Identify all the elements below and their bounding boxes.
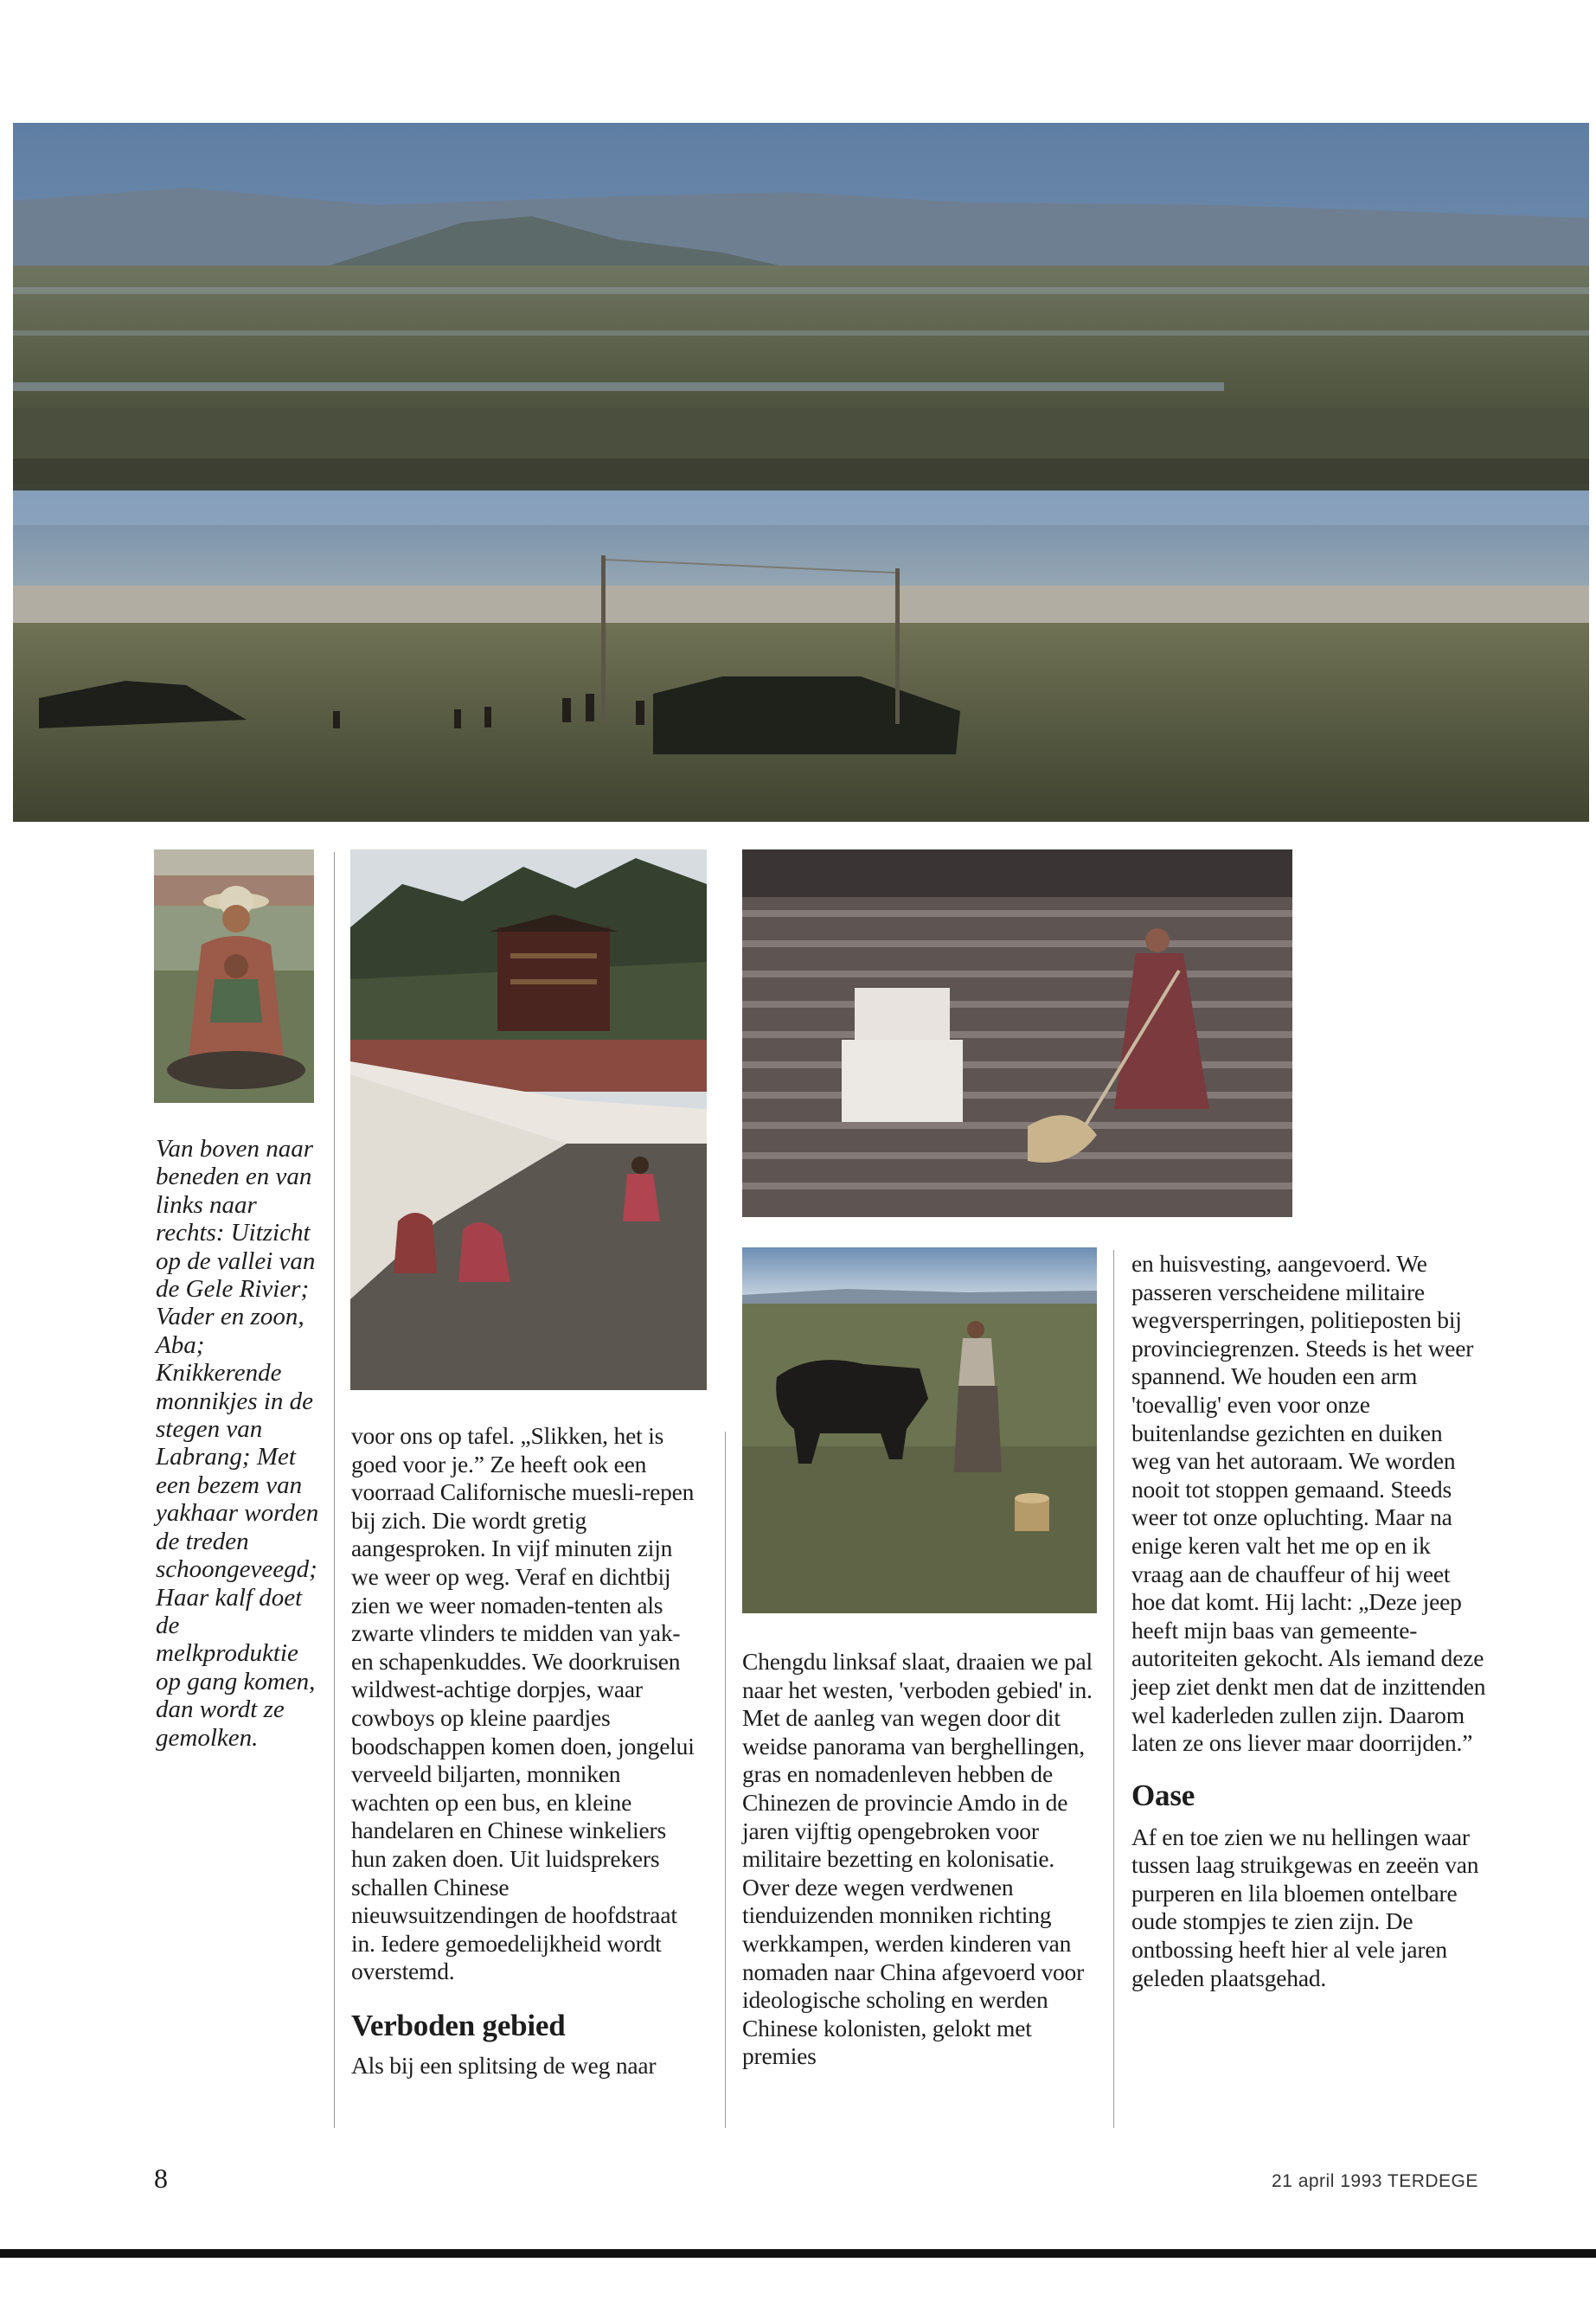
column-rule [334, 852, 335, 2128]
article-paragraph: Chengdu linksaf slaat, draaien we pal naar het westen, 'verboden gebied' in. Met de aanleg van wegen door dit weidse panorama van berghellingen, gras en nomadenleven hebben de Chinezen de provincie Amdo in de jaren vijftig opengebroken voor militaire bezetting en kolonisatie. Over deze wegen verdwenen tienduizenden monniken richting werkkampen, werden kinderen van nomaden naar China afgevoerd voor ideologische scholing en werden Chinese kolonisten, gelokt met premies [742, 1648, 1093, 2070]
photo-labrang-alley [350, 849, 707, 1390]
photo-yellow-river-valley [13, 123, 1589, 822]
section-heading-oase: Oase [1131, 1778, 1195, 1812]
article-paragraph: voor ons op tafel. „Slikken, het is goed voor je.” Ze heeft ook een voorraad Californische muesli-repen bij zich. Die wordt gretig aangesproken. In vijf minuten zijn we weer op weg. Veraf en dichtbij zien we weer nomaden-tenten als zwarte vlinders te midden van yak- en schapenkuddes. We doorkruisen wildwest-achtige dorpjes, waar cowboys op kleine paardjes boodschappen komen doen, jongelui verveeld biljarten, monniken wachten op een bus, en kleine handelaren en Chinese winkeliers hun zaken doen. Uit luidsprekers schallen Chinese nieuwsuitzendingen de hoofdstraat in. Iedere gemoedelijkheid wordt overstemd. [351, 1422, 695, 1985]
photo-woman-with-yak [742, 1247, 1097, 1613]
section-heading-verboden-gebied: Verboden gebied [351, 2008, 566, 2042]
article-column-3 [1131, 1250, 1486, 1992]
article-paragraph: Af en toe zien we nu hellingen waar tussen laag struikgewas en zeeën van purperen en lila bloemen ontelbare oude stompjes te zien zijn. De ontbossing heeft hier al vele jaren geleden plaatsgehad. [1131, 1823, 1479, 1991]
publication-info: 21 april 1993 TERDEGE [1272, 2171, 1478, 2191]
photo-caption [156, 1135, 324, 1752]
caption-text: Van boven naar beneden en van links naar rechts: Uitzicht op de vallei van de Gele Rivier; Vader en zoon, Aba; Knikkerende monnikjes in de stegen van Labrang; Met een bezem van yakhaar worden de treden schoongeveegd; Haar kalf doet de melkproduktie op gang komen, dan wordt ze gemolken. [156, 1135, 319, 1752]
photo-father-and-son [154, 849, 314, 1103]
article-column-2 [742, 1648, 1097, 2071]
photo-monk-sweeping-steps [742, 849, 1292, 1217]
page-number: 8 [154, 2163, 168, 2194]
page-bottom-edge [0, 2249, 1596, 2258]
article-paragraph: Als bij een splitsing de weg naar [351, 2051, 657, 2079]
column-rule [725, 1432, 726, 2128]
article-paragraph: en huisvesting, aangevoerd. We passeren verscheidene militaire wegversperringen, politieposten bij provinciegrenzen. Steeds is het weer spannend. We houden een arm 'toevallig' even voor onze buitenlandse gezichten en duiken weg van het autoraam. We worden nooit tot stoppen gemaand. Steeds weer tot onze opluchting. Maar na enige keren valt het me op en ik vraag aan de chauffeur of hij weet hoe dat komt. Hij lacht: „Deze jeep heeft mijn baas van gemeente-autoriteiten gekocht. Als iemand deze jeep ziet denkt men dat de inzittenden wel kaderleden zullen zijn. Daarom laten ze ons liever maar doorrijden.” [1131, 1250, 1486, 1757]
article-column-1 [351, 1422, 702, 2080]
column-rule [1113, 1250, 1114, 2128]
